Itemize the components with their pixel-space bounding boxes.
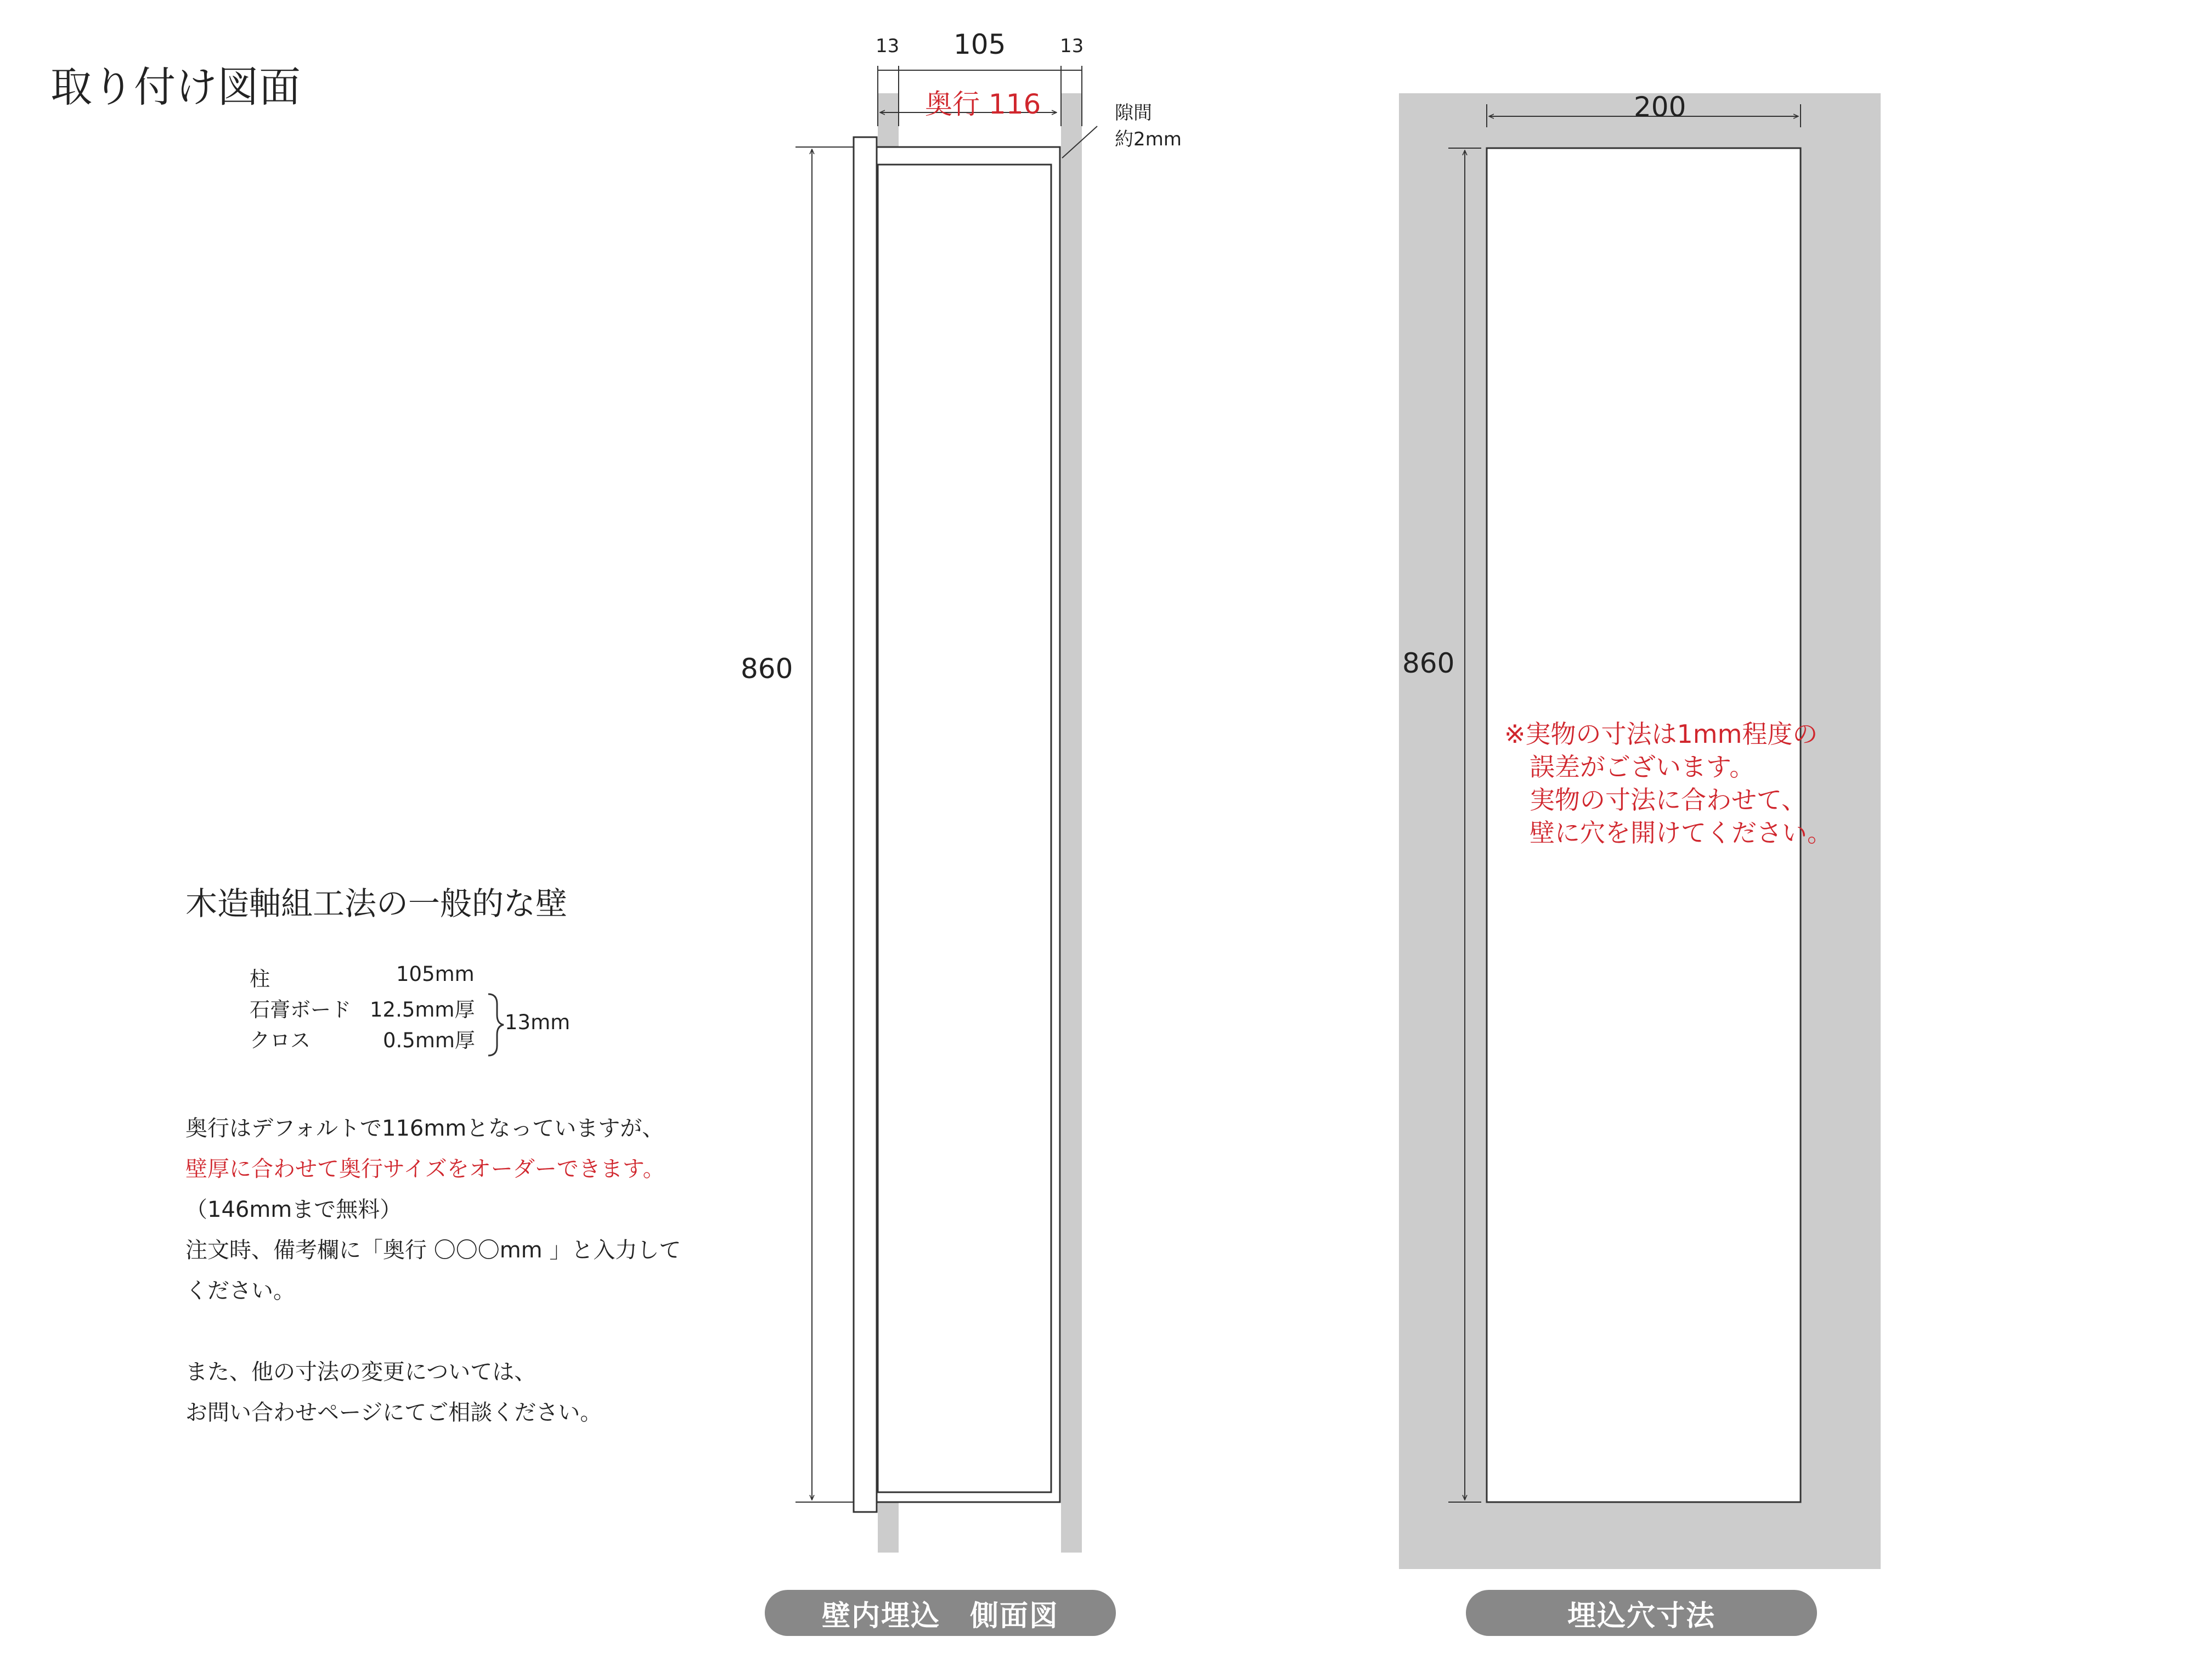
- dim-label-right-13: 13: [1060, 35, 1084, 57]
- wall-info-heading: 木造軸組工法の一般的な壁: [185, 885, 568, 922]
- accuracy-note-line-4: 壁に穴を開けてください。: [1504, 818, 1832, 848]
- wall-stud-right: [1061, 93, 1082, 1553]
- spec-label-gypsum: 石膏ボード: [250, 998, 351, 1022]
- spec-value-pillar: 105mm: [396, 962, 475, 986]
- spec-value-cloth: 0.5mm厚: [383, 1029, 475, 1052]
- height-label-opening: 860: [1402, 647, 1455, 679]
- spec-label-pillar: 柱: [250, 967, 270, 991]
- note-line-2-red: 壁厚に合わせて奥行サイズをオーダーできます。: [185, 1156, 665, 1182]
- notes-block: [185, 1108, 734, 1433]
- brace-total-label: 13mm: [505, 1011, 571, 1034]
- caption-side-view: 壁内埋込 側面図: [765, 1590, 1116, 1636]
- cabinet-flange: [854, 137, 877, 1512]
- height-label-side: 860: [741, 653, 793, 685]
- spec-label-cloth: クロス: [250, 1029, 311, 1052]
- note-line-3: （146mmまで無料）: [185, 1197, 402, 1222]
- accuracy-note: [1504, 718, 1832, 849]
- brace-symbol: [488, 994, 504, 1056]
- page-title: 取り付け図面: [50, 63, 301, 111]
- note-line-5: ください。: [185, 1278, 295, 1304]
- cabinet-body: [877, 147, 1060, 1502]
- width-label-opening: 200: [1634, 91, 1686, 123]
- gap-label-2: 約2mm: [1115, 128, 1182, 150]
- spec-value-gypsum: 12.5mm厚: [370, 998, 475, 1022]
- note-line-6: また、他の寸法の変更については、: [185, 1359, 537, 1385]
- note-line-1: 奥行はデフォルトで116mmとなっていますが、: [185, 1116, 664, 1141]
- note-line-7: お問い合わせページにてご相談ください。: [185, 1400, 602, 1425]
- note-line-4: 注文時、備考欄に「奥行 〇〇〇mm 」と入力して: [185, 1238, 681, 1263]
- dim-label-105: 105: [953, 29, 1006, 60]
- accuracy-note-line-2: 誤差がございます。: [1504, 752, 1755, 782]
- caption-opening-view: 埋込穴寸法: [1466, 1590, 1817, 1636]
- accuracy-note-line-1: ※実物の寸法は1mm程度の: [1504, 719, 1818, 749]
- accuracy-note-line-3: 実物の寸法に合わせて、: [1504, 785, 1807, 815]
- depth-label: 奥行 116: [925, 88, 1041, 120]
- dim-label-left-13: 13: [876, 35, 900, 57]
- gap-label-1: 隙間: [1115, 102, 1152, 124]
